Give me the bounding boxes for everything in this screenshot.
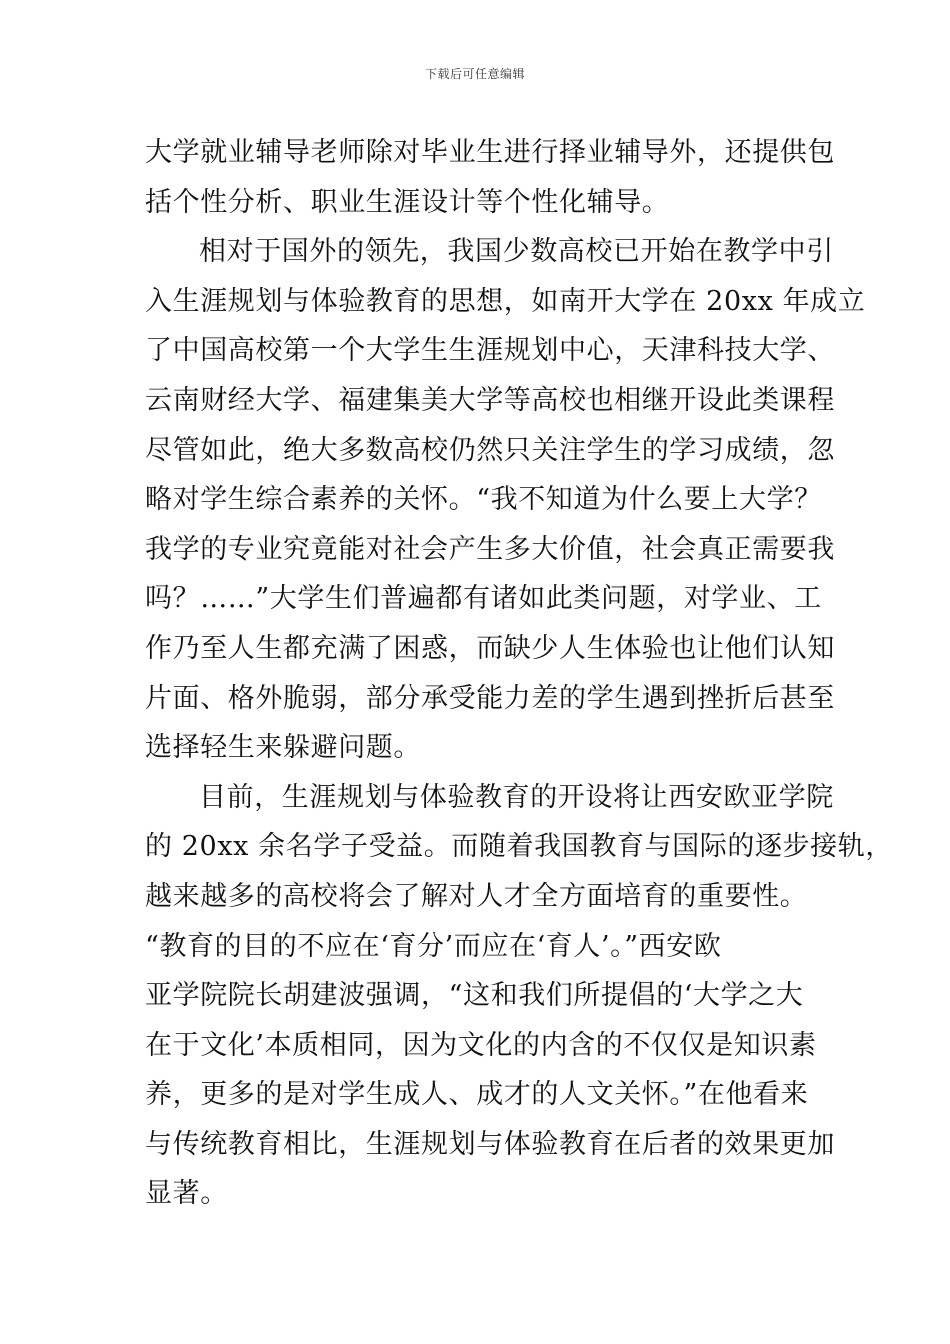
text-line: “教育的目的不应在‘育分’而应在‘育人’。”西安欧	[145, 930, 722, 962]
text-line: 括个性分析、职业生涯设计等个性化辅导。	[145, 186, 670, 218]
body-text	[145, 128, 893, 1219]
text-line: 片面、格外脆弱，部分承受能力差的学生遇到挫折后甚至	[145, 682, 835, 714]
text-line: 显著。	[145, 1178, 228, 1210]
text-line: 我学的专业究竟能对社会产生多大价值，社会真正需要我	[145, 533, 835, 565]
text-line: 目前，生涯规划与体验教育的开设将让西安欧亚学院	[199, 781, 834, 813]
text-line: 选择轻生来躲避问题。	[145, 732, 421, 764]
text-line: 了中国高校第一个大学生生涯规划中心，天津科技大学、	[145, 335, 835, 367]
text-line: 亚学院院长胡建波强调，“这和我们所提倡的‘大学之大	[145, 980, 804, 1012]
text-line: 略对学生综合素养的关怀。“我不知道为什么要上大学？	[145, 484, 822, 516]
text-line: 作乃至人生都充满了困惑，而缺少人生体验也让他们认知	[145, 632, 835, 664]
text-line: 越来越多的高校将会了解对人才全方面培育的重要性。	[145, 880, 808, 912]
text-line: 云南财经大学、福建集美大学等高校也相继开设此类课程	[145, 384, 835, 416]
text-line: 吗？……”大学生们普遍都有诸如此类问题，对学业、工	[145, 583, 822, 615]
text-line: 与传统教育相比，生涯规划与体验教育在后者的效果更加	[145, 1128, 835, 1160]
text-line: 养，更多的是对学生成人、成才的人文关怀。”在他看来	[145, 1079, 809, 1111]
page-header: 下载后可任意编辑	[424, 67, 525, 81]
text-line: 入生涯规划与体验教育的思想，如南开大学在 20xx 年成立	[145, 285, 866, 317]
text-line: 尽管如此，绝大多数高校仍然只关注学生的学习成绩，忽	[145, 434, 835, 466]
text-line: 的 20xx 余名学子受益。而随着我国教育与国际的逐步接轨，	[145, 831, 893, 863]
text-line: 大学就业辅导老师除对毕业生进行择业辅导外，还提供包	[145, 137, 835, 168]
text-line: 相对于国外的领先，我国少数高校已开始在教学中引	[199, 236, 834, 268]
text-line: 在于文化’本质相同，因为文化的内含的不仅仅是知识素	[145, 1029, 817, 1061]
